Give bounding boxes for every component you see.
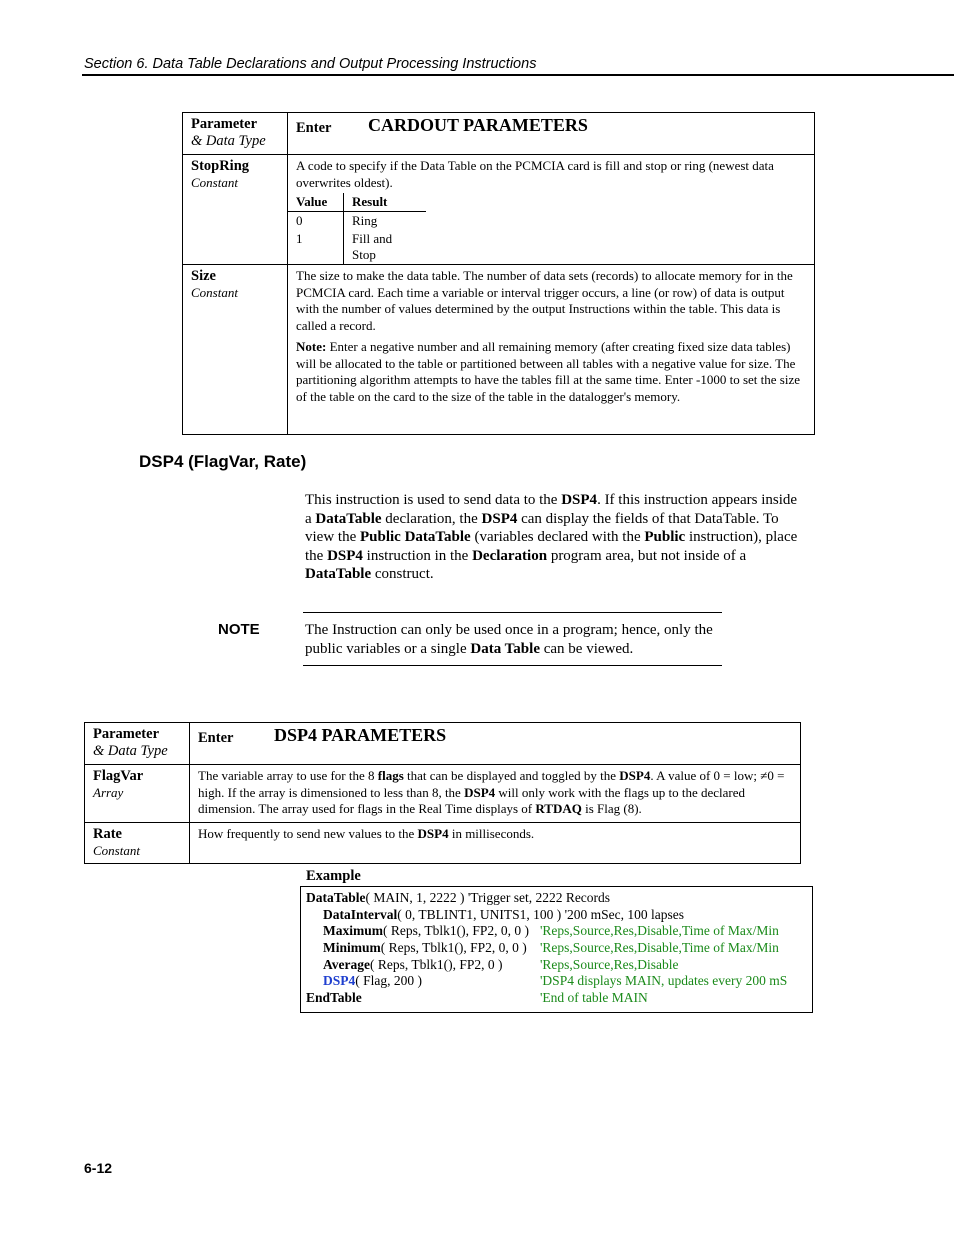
code-line	[306, 890, 610, 906]
size-param-cell	[183, 265, 288, 435]
result-header: Result	[344, 193, 427, 212]
text-run: construct.	[371, 566, 434, 583]
text-run: can display the fields of that DataTable. To view the	[305, 510, 779, 546]
param-name: FlagVar	[93, 768, 144, 784]
text-run: . If this instruction appears inside a	[305, 492, 798, 527]
text-run: The Instruction can only be used once in a program; hence, only the public variables or a single	[305, 622, 713, 657]
bold-run: DataTable	[305, 566, 372, 583]
text-run: This instruction is used to send data to the	[305, 492, 562, 508]
code-comment: 'Reps,Source,Res,Disable	[540, 957, 679, 972]
rate-param-cell	[85, 822, 190, 863]
text-run: will only work with the flags up to the declared dimension. The array used for flags in the Real Time displays of	[198, 784, 745, 816]
code-keyword: DSP4	[323, 973, 356, 988]
dsp4-header-param-cell	[85, 723, 190, 765]
code-keyword: DataTable	[306, 890, 366, 905]
text-run: How frequently to send new values to the	[198, 825, 418, 841]
size-description-cell	[288, 265, 815, 435]
example-code-box	[300, 886, 813, 1013]
bold-run: flags	[377, 768, 404, 783]
stopring-description-cell	[288, 155, 815, 265]
code-args: ( 0, TBLINT1, UNITS1, 100 ) '200 mSec, 100 lapses	[397, 907, 685, 922]
param-col-label: Parameter	[191, 116, 258, 132]
page-number: 6-12	[84, 1160, 113, 1176]
bold-run: DSP4	[327, 547, 363, 564]
cardout-header-title-cell	[288, 113, 815, 155]
note-bottom-rule	[303, 665, 722, 666]
param-type: Constant	[191, 285, 238, 300]
param-type: Constant	[93, 842, 140, 858]
param-type: Array	[93, 785, 124, 800]
param-name: Size	[191, 268, 216, 284]
example-label: Example	[306, 868, 361, 884]
text-run: declaration, the	[381, 510, 482, 527]
bold-run: Public	[644, 529, 686, 546]
rate-description-cell	[190, 822, 801, 863]
dsp4-parameters-table	[84, 722, 801, 864]
value-cell: 1	[288, 230, 344, 264]
code-line	[306, 990, 362, 1006]
size-description: The size to make the data table. The number of data sets (records) to allocate memory for in the PCMCIA card. Each time a variable or interval trigger occurs, a line (or row) of data is output with the number of values determined by the output Instructions within the table. This data is called a record.	[296, 268, 793, 333]
code-comment: 'Reps,Source,Res,Disable,Time of Max/Min	[540, 923, 779, 938]
note-top-rule	[303, 612, 722, 613]
datatype-col-label: & Data Type	[191, 133, 266, 149]
note-label: NOTE	[218, 621, 260, 638]
text-run: program area, but not inside of a	[547, 547, 747, 564]
param-type: Constant	[191, 175, 238, 190]
code-line	[323, 940, 527, 956]
code-keyword: Average	[323, 957, 370, 972]
text-run: in milliseconds.	[448, 825, 535, 841]
code-line	[323, 973, 422, 989]
bold-run: DSP4	[417, 825, 449, 841]
text-run: instruction), place the	[305, 529, 798, 564]
running-header: Section 6. Data Table Declarations and Output Processing Instructions	[84, 56, 537, 72]
header-rule	[82, 74, 954, 76]
bold-run: DSP4	[481, 510, 518, 527]
code-keyword: Maximum	[323, 923, 383, 938]
datatype-col-label: & Data Type	[93, 743, 168, 759]
stopring-description: A code to specify if the Data Table on the PCMCIA card is fill and stop or ring (newest data overwrites oldest).	[296, 158, 774, 190]
text-run: . A value of 0 = low; ≠0 = high. If the array is dimensioned to less than 8, the	[198, 768, 785, 800]
result-cell: Ring	[352, 213, 378, 228]
value-header: Value	[288, 193, 344, 212]
text-run: instruction in the	[362, 547, 473, 564]
bold-run: Public DataTable	[359, 529, 471, 546]
table-title: CARDOUT PARAMETERS	[368, 115, 588, 135]
dsp4-paragraph	[305, 491, 805, 584]
note-text: Enter a negative number and all remaining memory (after creating fixed size data tables) will be allocated to the table or partitioned between all tables with a negative value for size. The partitioning algorithm attempts to have the tables fill at the same time. Enter -1000 to set the size of the table on the card to the size of the table in the datalogger's memory.	[296, 339, 800, 404]
note-label: Note:	[296, 339, 327, 354]
code-args: ( Reps, Tblk1(), FP2, 0, 0 )	[383, 923, 530, 938]
bold-run: DSP4	[464, 784, 496, 800]
text-run: is Flag (8).	[581, 801, 642, 816]
bold-run: Declaration	[472, 547, 548, 564]
bold-run: Data Table	[470, 640, 540, 657]
bold-run: DSP4	[561, 492, 598, 508]
dsp4-header-title-cell	[190, 723, 801, 765]
code-comment: 'End of table MAIN	[540, 990, 648, 1005]
code-args: ( Reps, Tblk1(), FP2, 0 )	[369, 957, 503, 972]
flagvar-description-cell	[190, 765, 801, 823]
enter-label: Enter	[198, 730, 234, 746]
cardout-parameters-table	[182, 112, 815, 435]
text-run: The variable array to use for the 8	[198, 768, 378, 783]
code-args: ( Flag, 200 )	[355, 973, 423, 988]
param-col-label: Parameter	[93, 726, 160, 742]
text-run: that can be displayed and toggled by the	[403, 768, 620, 783]
value-cell: 0	[288, 212, 344, 231]
bold-run: DataTable	[315, 510, 382, 527]
result-cell: Fill and Stop	[352, 231, 393, 262]
section-heading: DSP4 (FlagVar, Rate)	[139, 452, 307, 471]
table-title: DSP4 PARAMETERS	[274, 725, 447, 745]
code-comment: 'DSP4 displays MAIN, updates every 200 mS	[540, 973, 788, 988]
enter-label: Enter	[296, 120, 332, 136]
code-keyword: Minimum	[323, 940, 381, 955]
value-result-table	[288, 193, 426, 264]
rate-description	[198, 826, 792, 843]
code-line	[323, 957, 503, 973]
code-args: ( Reps, Tblk1(), FP2, 0, 0 )	[380, 940, 527, 955]
flagvar-param-cell	[85, 765, 190, 823]
bold-run: RTDAQ	[535, 801, 582, 816]
code-keyword: DataInterval	[323, 907, 398, 922]
code-comment: 'Reps,Source,Res,Disable,Time of Max/Min	[540, 940, 779, 955]
code-args: ( MAIN, 1, 2222 ) 'Trigger set, 2222 Records	[365, 890, 611, 905]
param-name: StopRing	[191, 158, 250, 174]
cardout-header-param-cell	[183, 113, 288, 155]
note-text	[305, 621, 723, 658]
code-line	[323, 923, 529, 939]
code-line	[323, 907, 684, 923]
size-note	[296, 339, 806, 405]
flagvar-description	[198, 768, 792, 818]
text-run: (variables declared with the	[470, 529, 645, 546]
bold-run: DSP4	[619, 768, 651, 783]
param-name: Rate	[93, 825, 122, 842]
code-keyword: EndTable	[306, 990, 362, 1005]
stopring-param-cell	[183, 155, 288, 265]
text-run: can be viewed.	[539, 640, 634, 657]
